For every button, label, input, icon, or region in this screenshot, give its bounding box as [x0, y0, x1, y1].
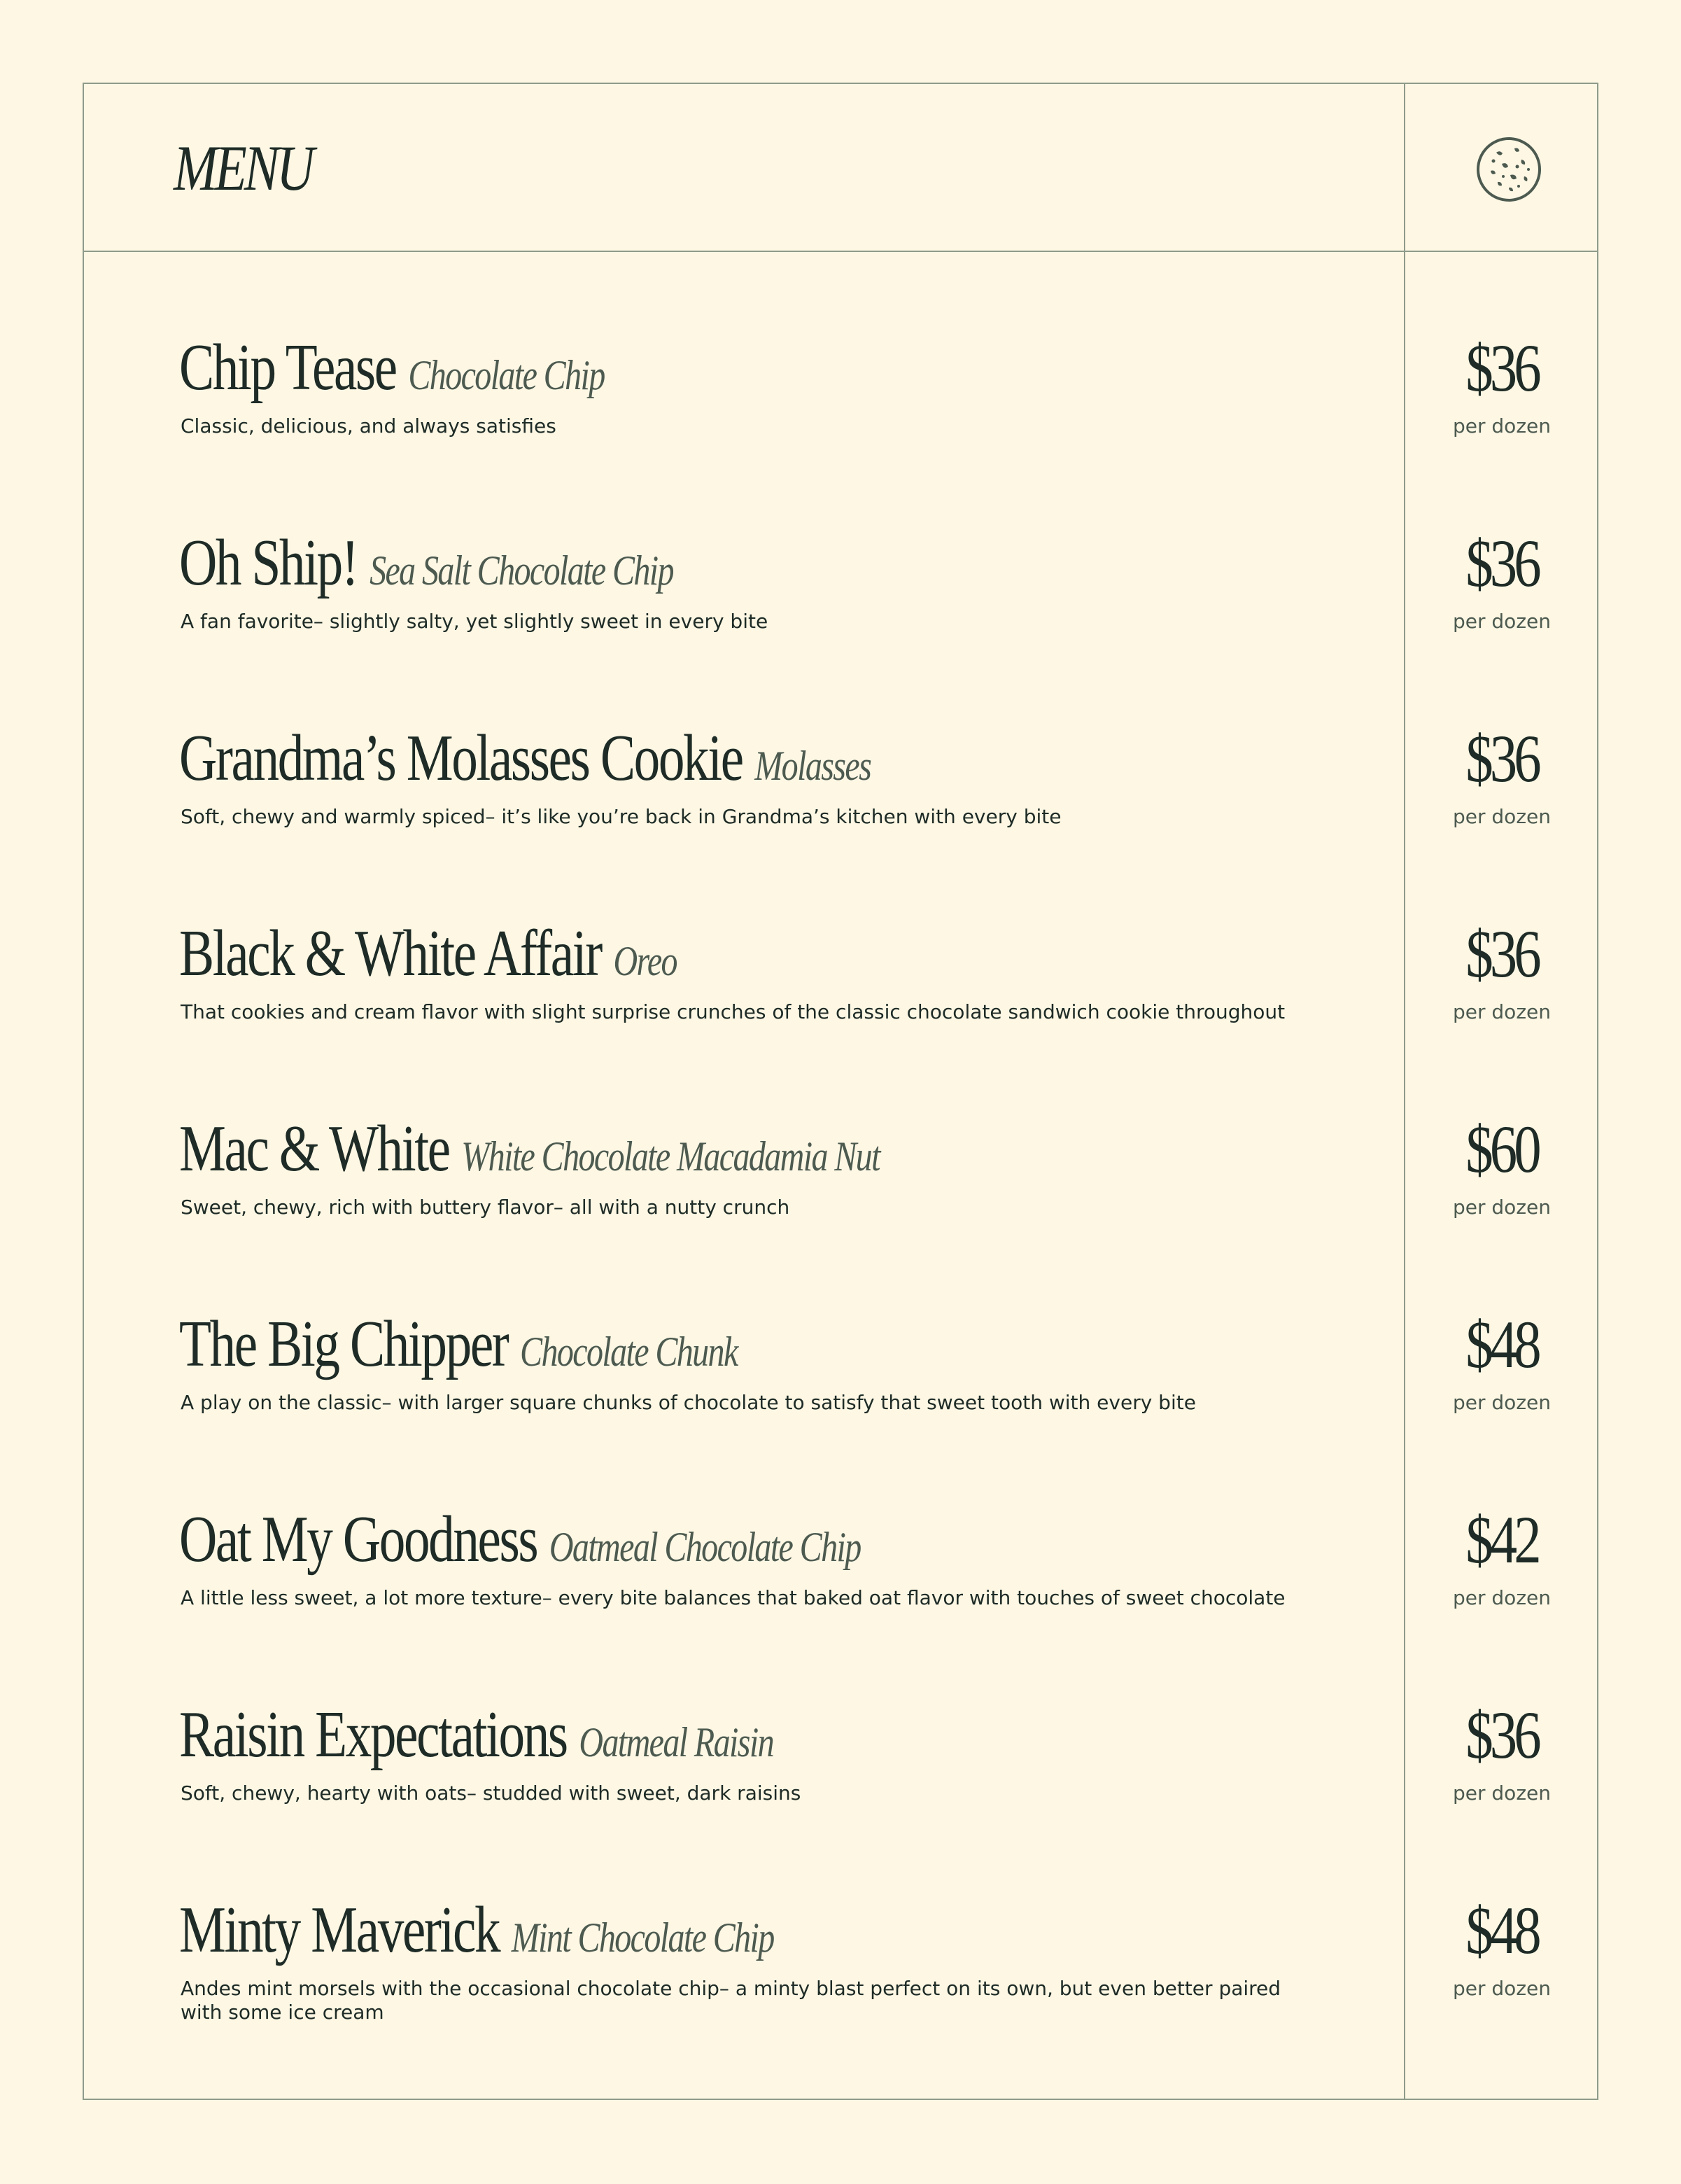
item-price: $36	[1465, 1698, 1538, 1772]
item-flavor: Molasses	[754, 743, 871, 789]
item-title-line	[179, 1306, 738, 1382]
item-name: Black & White Affair	[179, 917, 601, 990]
item-flavor: Chocolate Chunk	[520, 1329, 738, 1375]
item-title-line	[179, 1696, 773, 1773]
menu-item	[84, 1814, 1597, 2024]
item-price: $36	[1465, 526, 1538, 601]
item-flavor: Chocolate Chip	[408, 352, 605, 398]
item-price-unit: per dozen	[1453, 1391, 1551, 1414]
menu-item	[84, 1228, 1597, 1424]
item-description: Soft, chewy and warmly spiced– it’s like you’re back in Grandma’s kitchen with every bite	[181, 805, 1062, 828]
menu-item	[84, 1033, 1597, 1228]
cookie-icon	[1475, 136, 1542, 203]
menu-item	[84, 447, 1597, 643]
item-name: The Big Chipper	[179, 1308, 508, 1380]
item-name: Raisin Expectations	[179, 1698, 567, 1771]
menu-item	[84, 1424, 1597, 1619]
item-description: A fan favorite– slightly salty, yet slightly sweet in every bite	[181, 610, 768, 633]
item-description: Soft, chewy, hearty with oats– studded with sweet, dark raisins	[181, 1782, 801, 1805]
item-name: Mac & White	[179, 1112, 449, 1185]
item-flavor: Oatmeal Chocolate Chip	[549, 1524, 861, 1570]
item-flavor: Sea Salt Chocolate Chip	[370, 547, 673, 594]
item-name: Chip Tease	[179, 331, 396, 404]
item-title-line	[179, 1110, 880, 1187]
item-description: That cookies and cream flavor with slight surprise crunches of the classic chocolate sandwich cookie throughout	[181, 1000, 1286, 1023]
item-price: $36	[1465, 721, 1538, 796]
item-price-unit: per dozen	[1453, 1977, 1551, 2000]
item-flavor: Mint Chocolate Chip	[511, 1914, 774, 1961]
item-title-line	[179, 524, 673, 601]
item-flavor: Oatmeal Raisin	[579, 1719, 773, 1765]
item-title-line	[179, 1501, 861, 1578]
item-description: Classic, delicious, and always satisfies	[181, 414, 556, 438]
menu-frame	[83, 83, 1598, 2100]
item-description: Andes mint morsels with the occasional chocolate chip– a minty blast perfect on its own, but even better paired with some ice cream	[181, 1977, 1281, 2024]
item-price: $48	[1465, 1893, 1538, 1968]
item-title-line	[179, 329, 605, 406]
item-title-line	[179, 1891, 774, 1968]
item-name: Oh Ship!	[179, 526, 358, 599]
menu-item	[84, 838, 1597, 1033]
item-description: A play on the classic– with larger square chunks of chocolate to satisfy that sweet tooth with every bite	[181, 1391, 1196, 1414]
item-title-line	[179, 915, 677, 992]
item-price-unit: per dozen	[1453, 805, 1551, 828]
item-flavor: White Chocolate Macadamia Nut	[461, 1133, 880, 1180]
item-flavor: Oreo	[613, 938, 677, 984]
item-price-unit: per dozen	[1453, 1782, 1551, 1805]
item-price: $42	[1465, 1502, 1538, 1577]
item-price-unit: per dozen	[1453, 1586, 1551, 1609]
menu-item	[84, 643, 1597, 838]
item-price: $36	[1465, 330, 1538, 405]
menu-item	[84, 252, 1597, 447]
item-price: $48	[1465, 1307, 1538, 1382]
item-price-unit: per dozen	[1453, 610, 1551, 633]
item-title-line	[179, 720, 871, 797]
item-price: $60	[1465, 1112, 1538, 1186]
item-price: $36	[1465, 916, 1538, 991]
item-description: A little less sweet, a lot more texture– every bite balances that baked oat flavor with touches of sweet chocolate	[181, 1586, 1286, 1609]
item-name: Minty Maverick	[179, 1893, 500, 1966]
menu-item	[84, 1619, 1597, 1814]
menu-title: MENU	[174, 132, 312, 204]
item-name: Oat My Goodness	[179, 1503, 537, 1576]
item-description: Sweet, chewy, rich with buttery flavor– all with a nutty crunch	[181, 1196, 790, 1219]
item-name: Grandma’s Molasses Cookie	[179, 722, 743, 794]
item-price-unit: per dozen	[1453, 414, 1551, 438]
item-price-unit: per dozen	[1453, 1196, 1551, 1219]
item-price-unit: per dozen	[1453, 1000, 1551, 1023]
